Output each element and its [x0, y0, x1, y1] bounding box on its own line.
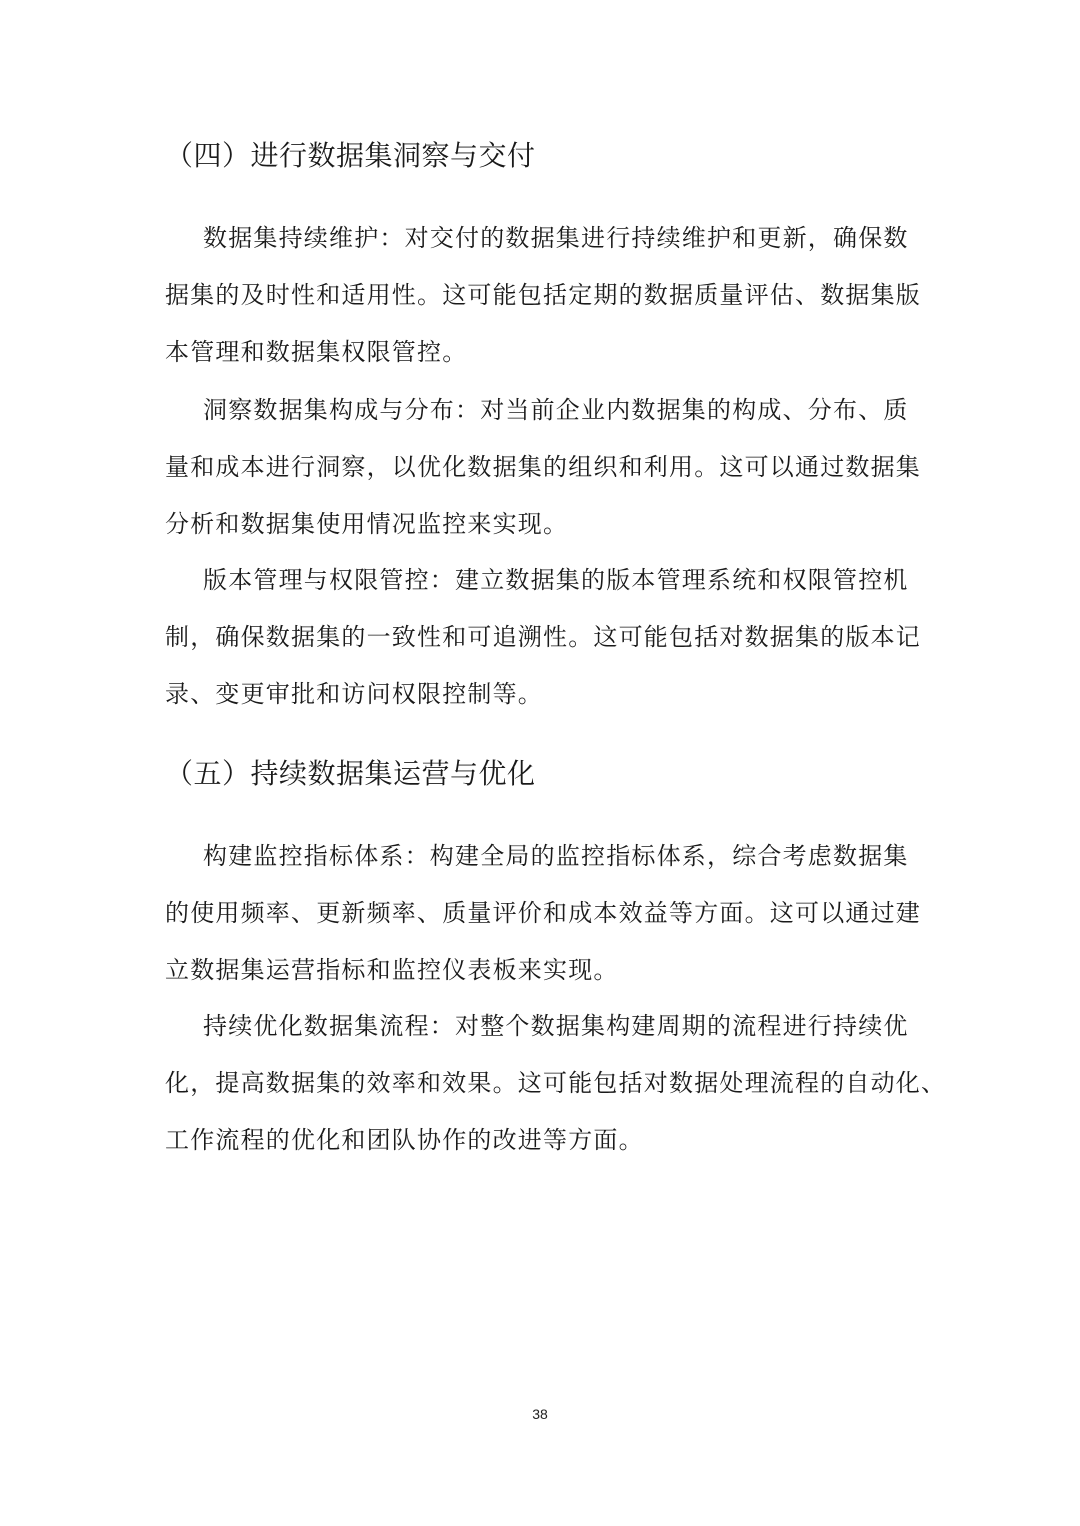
paragraph-line: 的使用频率、更新频率、质量评价和成本效益等方面。这可以通过建: [165, 899, 921, 927]
paragraph-dataset-insight: [165, 382, 925, 553]
paragraph-line: 据集的及时性和适用性。这可能包括定期的数据质量评估、数据集版: [165, 281, 921, 309]
paragraph-line: 本管理和数据集权限管控。: [165, 338, 468, 366]
page-number: 38: [532, 1406, 548, 1422]
paragraph-line: 构建监控指标体系：构建全局的监控指标体系，综合考虑数据集: [203, 842, 909, 870]
paragraph-line: 制，确保数据集的一致性和可追溯性。这可能包括对数据集的版本记: [165, 623, 921, 651]
paragraph-line: 立数据集运营指标和监控仪表板来实现。: [165, 956, 619, 984]
paragraph-line: 工作流程的优化和团队协作的改进等方面。: [165, 1126, 644, 1154]
paragraph-dataset-maintenance: [165, 210, 925, 381]
paragraph-line: 数据集持续维护：对交付的数据集进行持续维护和更新，确保数: [203, 224, 909, 252]
paragraph-version-permission: [165, 552, 925, 723]
paragraph-line: 量和成本进行洞察，以优化数据集的组织和利用。这可以通过数据集: [165, 453, 921, 481]
section-5-heading: （五）持续数据集运营与优化: [165, 757, 536, 790]
paragraph-monitoring-metrics: [165, 828, 925, 999]
paragraph-line: 洞察数据集构成与分布：对当前企业内数据集的构成、分布、质: [203, 396, 909, 424]
paragraph-line: 录、变更审批和访问权限控制等。: [165, 680, 543, 708]
paragraph-line: 分析和数据集使用情况监控来实现。: [165, 510, 569, 538]
paragraph-line: 持续优化数据集流程：对整个数据集构建周期的流程进行持续优: [203, 1012, 909, 1040]
section-4-heading: （四）进行数据集洞察与交付: [165, 139, 536, 172]
paragraph-line: 化，提高数据集的效率和效果。这可能包括对数据处理流程的自动化、: [165, 1069, 947, 1097]
paragraph-process-optimization: [165, 998, 947, 1169]
paragraph-line: 版本管理与权限管控：建立数据集的版本管理系统和权限管控机: [203, 566, 909, 594]
